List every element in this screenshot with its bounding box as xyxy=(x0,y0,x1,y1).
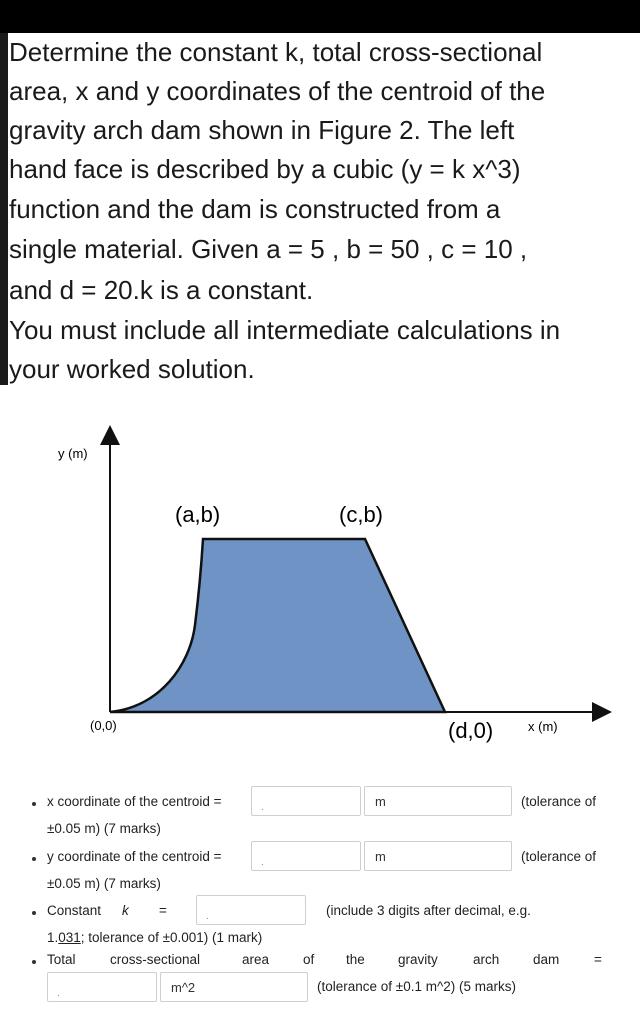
input-dot: . xyxy=(57,988,60,999)
constant-k-example xyxy=(47,930,262,945)
dam-diagram xyxy=(40,425,620,775)
point-cb-label: (c,b) xyxy=(339,502,383,527)
example-prefix: 1. xyxy=(47,930,59,945)
point-ab-label: (a,b) xyxy=(175,502,221,527)
answer-section xyxy=(0,780,640,1020)
area-word: of xyxy=(303,952,315,967)
area-unit-box[interactable] xyxy=(160,972,308,1002)
question-line: your worked solution. xyxy=(9,354,255,384)
area-word: Total xyxy=(47,952,76,967)
area-word: dam xyxy=(533,952,560,967)
unit-label: m xyxy=(375,794,386,809)
constant-k-equals: = xyxy=(159,903,167,918)
question-line: gravity arch dam shown in Figure 2. The left xyxy=(9,115,515,145)
y-centroid-label: y coordinate of the centroid = xyxy=(47,849,222,864)
area-tolerance: (tolerance of ±0.1 m^2) (5 marks) xyxy=(317,979,517,994)
constant-k-symbol: k xyxy=(122,903,129,918)
area-word: arch xyxy=(473,952,500,967)
input-dot: . xyxy=(206,911,209,922)
bullet xyxy=(32,960,36,964)
area-word: gravity xyxy=(398,952,438,967)
y-axis-label: y (m) xyxy=(58,446,88,461)
dam-cross-section xyxy=(110,539,445,712)
area-word: area xyxy=(242,952,270,967)
question-line: single material. Given a = 5 , b = 50 , c = 10 , xyxy=(9,234,528,264)
x-centroid-tolerance-cont: ±0.05 m) (7 marks) xyxy=(47,821,161,836)
question-line: area, x and y coordinates of the centroid of the xyxy=(9,76,546,106)
bullet xyxy=(32,857,36,861)
question-line: function and the dam is constructed from a xyxy=(9,194,501,224)
y-centroid-unit-box[interactable] xyxy=(364,841,512,871)
unit-label: m^2 xyxy=(171,980,196,995)
bullet xyxy=(32,911,36,915)
point-d0-label: (d,0) xyxy=(448,718,494,743)
constant-k-input[interactable] xyxy=(196,895,306,925)
area-word: = xyxy=(594,952,602,967)
left-edge-bar xyxy=(0,33,8,385)
question-line: hand face is described by a cubic (y = k x^3) xyxy=(9,154,521,184)
dam-figure xyxy=(40,425,620,775)
question-text xyxy=(8,33,640,385)
constant-k-hint: (include 3 digits after decimal, e.g. xyxy=(326,903,531,918)
input-dot: . xyxy=(261,857,264,868)
y-centroid-tolerance-cont: ±0.05 m) (7 marks) xyxy=(47,876,161,891)
x-centroid-input[interactable] xyxy=(251,786,361,816)
question-line: Determine the constant k, total cross-sectional xyxy=(9,37,543,67)
y-centroid-input[interactable] xyxy=(251,841,361,871)
x-centroid-tolerance: (tolerance of xyxy=(521,794,597,809)
area-word: the xyxy=(346,952,365,967)
top-bar xyxy=(0,0,640,33)
example-suffix: ; tolerance of ±0.001) (1 mark) xyxy=(80,930,263,945)
unit-label: m xyxy=(375,849,386,864)
input-dot: . xyxy=(261,802,264,813)
question-line: You must include all intermediate calculations in xyxy=(9,315,561,345)
bullet xyxy=(32,802,36,806)
x-axis-label: x (m) xyxy=(528,719,558,734)
area-input[interactable] xyxy=(47,972,157,1002)
x-centroid-label: x coordinate of the centroid = xyxy=(47,794,222,809)
y-centroid-tolerance: (tolerance of xyxy=(521,849,597,864)
x-centroid-unit-box[interactable] xyxy=(364,786,512,816)
origin-label: (0,0) xyxy=(90,718,117,733)
example-underlined: 031 xyxy=(58,930,81,945)
constant-k-label: Constant xyxy=(47,903,102,918)
area-word: cross-sectional xyxy=(110,952,201,967)
question-line: and d = 20.k is a constant. xyxy=(9,275,314,305)
